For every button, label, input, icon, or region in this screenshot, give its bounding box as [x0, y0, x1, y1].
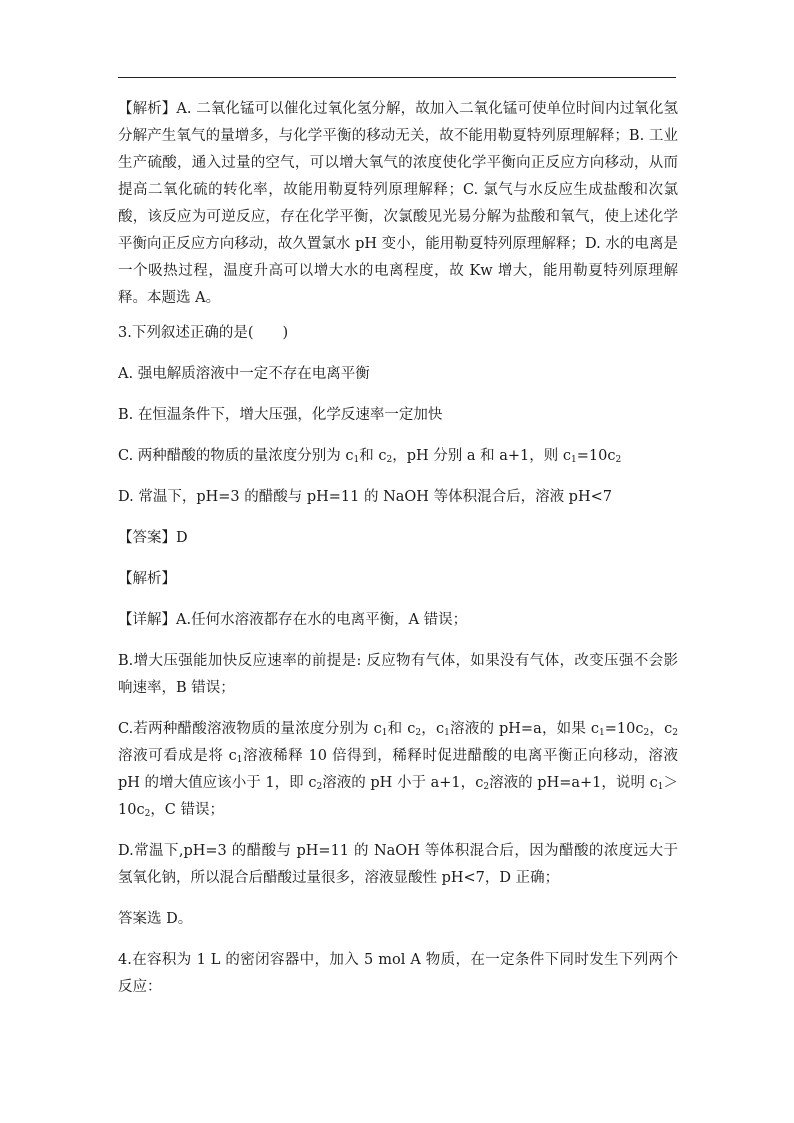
detail-a: 【详解】A.任何水溶液都存在水的电离平衡，A 错误； — [118, 612, 468, 628]
option-d: D. 常温下，pH=3 的醋酸与 pH=11 的 NaOH 等体积混合后，溶液 pH<7 — [118, 489, 612, 505]
detail-b: B.增大压强能加快反应速率的前提是: 反应物有气体，如果没有气体，改变压强不会影响速率，B 错误； — [118, 653, 678, 696]
analysis-paragraph-q2 — [118, 96, 678, 312]
document-body — [118, 96, 678, 1001]
analysis-text: A. 二氧化锰可以催化过氧化氢分解，故加入二氧化锰可使单位时间内过氧化氢分解产生氧气的量增多，与化学平衡的移动无关，故不能用勒夏特列原理解释；B. 工业生产硫酸，通入过量的空气，可以增大氧气的浓度使化学平衡向正反应方向移动，从而提高二氧化硫的转化率，故能用勒夏特列原理解释；C. 氯气与水反应生成盐酸和次氯酸，该反应为可逆反应，存在化学平衡，次氯酸见光易分解为盐酸和氧气，使上述化学平衡向正反应方向移动，故久置氯水 pH 变小，能用勒夏特列原理解释；D. 水的电离是一个吸热过程，温度升高可以增大水的电离程度，故 Kw 增大，能用勒夏特列原理解释。本题选 A。 — [118, 101, 679, 306]
question-4-stem: 4.在容积为 1 L 的密闭容器中，加入 5 mol A 物质，在一定条件下同时发生下列两个反应： — [118, 952, 678, 995]
option-c: C. 两种醋酸的物质的量浓度分别为 $c_1$和 $c_2$，pH 分别 a 和 a+1，则 $c_1=10c_2$ — [118, 448, 622, 465]
option-b: B. 在恒温条件下，增大压强，化学反速率一定加快 — [118, 407, 443, 423]
detail-c: C.若两种醋酸溶液物质的量浓度分别为 $c_1$和 $c_2$，$c_1$溶液的 pH=a，如果 $c_1=10c_2$，$c_2$溶液可看成是将 $c_1$溶液稀释 10 倍得到，稀释时促进醋酸的电离平衡正向移动，溶液 pH 的增大值应该小于 1，即 $c_2$溶液的 pH 小于 a+1，$c_2$溶液的 pH=a+1，说明 $c_1>10c_2$，C 错误； — [118, 721, 679, 819]
analysis-heading: 【解析】 — [118, 571, 176, 587]
answer-line: 【答案】D — [118, 530, 188, 546]
question-3-stem: 3.下列叙述正确的是( ) — [118, 325, 289, 341]
detail-d: D.常温下,pH=3 的醋酸与 pH=11 的 NaOH 等体积混合后，因为醋酸的浓度远大于氢氧化钠，所以混合后醋酸过量很多，溶液显酸性 pH<7，D 正确； — [118, 843, 678, 886]
conclusion: 答案选 D。 — [118, 911, 193, 927]
header-rule — [118, 77, 676, 78]
analysis-label: 【解析】 — [118, 101, 177, 117]
option-a: A. 强电解质溶液中一定不存在电离平衡 — [118, 366, 370, 382]
